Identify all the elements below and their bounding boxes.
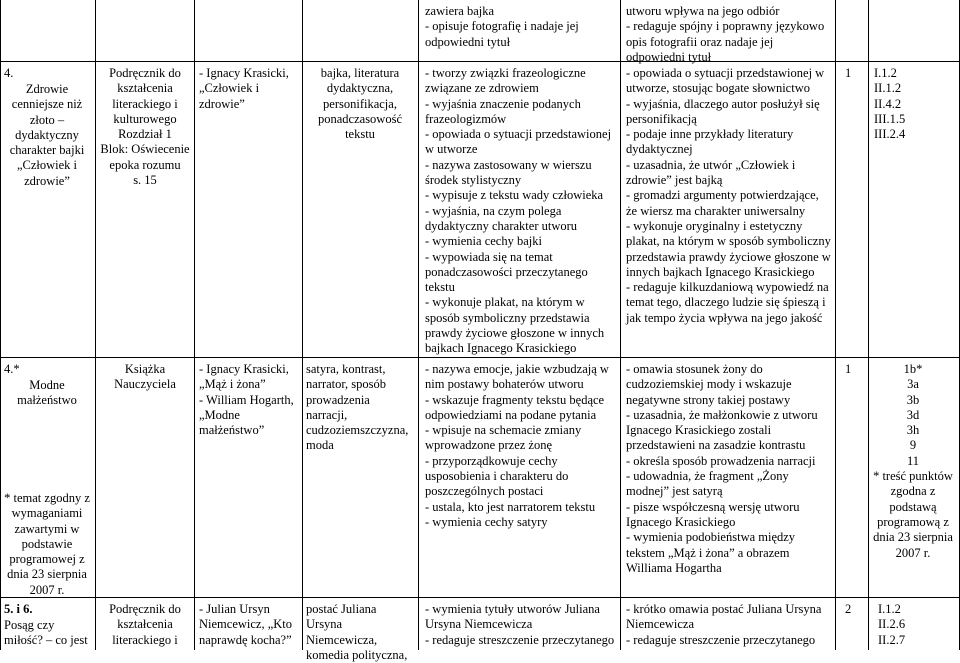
basic-requirements-cell: - wymienia tytuły utworów Juliana Ursyna Niemcewicza - redaguje streszczenie przeczytanego xyxy=(425,602,615,647)
advanced-requirements-cell: - omawia stosunek żony do cudzoziemskiej mody i wskazuje negatywne strony takiej postawy - uzasadnia, że małżonkowie z utworu Ignacego Krasickiego zostali przedstawieni na zasadzie kontrastu - określa sposób prowadzenia narracji - udowadnia, że fragment „Żony modnej” jest satyrą - pisze współczesną wersję utworu Ignacego Krasickiego - wymienia podobieństwa między tekstem „Mąż i żona” a obrazem Williama Hogartha xyxy=(626,362,818,575)
lesson-number: 5. i 6. xyxy=(4,602,33,616)
advanced-requirements-cell: - krótko omawia postać Juliana Ursyna Niemcewicza - redaguje streszczenie przeczytanego xyxy=(626,602,822,647)
source-cell: Podręcznik do kształcenia literackiego i kulturowego Rozdział 1 Blok: Oświecenie epoka rozumu s. 15 xyxy=(100,66,190,188)
source-cell: Książka Nauczyciela xyxy=(114,362,176,392)
column-border xyxy=(194,0,195,650)
lesson-title: Zdrowie cenniejsze niż złoto – dydaktyczny charakter bajki „Człowiek i zdrowie” xyxy=(9,82,85,188)
hours-cell: 2 xyxy=(845,602,852,616)
curriculum-codes-cell: 1b* 3a 3b 3d 3h 9 11 * treść punktów zgodna z podstawą programową z dnia 23 sierpnia 2007 r. xyxy=(873,362,953,560)
curriculum-codes-cell: I.1.2 II.1.2 II.4.2 III.1.5 III.2.4 xyxy=(874,66,906,142)
basic-requirements-cell: - tworzy związki frazeologiczne związane ze zdrowiem - wyjaśnia znaczenie podanych frazeologizmów - opowiada o sytuacji przedstawionej w utworze - nazywa zastosowany w wierszu środek stylistyczny - wypisuje z tekstu wady człowieka - wyjaśnia, na czym polega dydaktyczny charakter utworu - wymienia cechy bajki - wypowiada się na temat ponadczasowości przeczytanego tekstu - wykonuje plakat, na którym w sposób symboliczny przedstawia prawdy życiowe głoszone w innych bajkach Ignacego Krasickiego xyxy=(425,66,612,356)
concepts-cell: bajka, literatura dydaktyczna, personifikacja, ponadczasowość tekstu xyxy=(318,66,402,142)
lesson-number: 4. xyxy=(4,66,14,80)
column-border xyxy=(0,0,1,650)
row-border xyxy=(0,597,960,598)
lesson-title: Modne małżeństwo xyxy=(17,378,77,408)
top-row-methods-cell: zawiera bajka - opisuje fotografię i nadaje jej odpowiedni tytuł xyxy=(425,4,579,49)
basic-requirements-cell: - nazywa emocje, jakie wzbudzają w nim postawy bohaterów utworu - wskazuje fragmenty tekstu będące odpowiedziami na podane pytania - wpisuje na schemacie zmiany wprowadzone przez żonę - przyporządkowuje cechy usposobienia i charakteru do poszczególnych postaci - ustala, kto jest narratorem tekstu - wymienia cechy satyry xyxy=(425,362,609,529)
lesson-note: * temat zgodny z wymaganiami zawartymi w podstawie programowej z dnia 23 sierpnia 2007 r. xyxy=(4,491,90,597)
hours-cell: 1 xyxy=(845,66,852,80)
hours-cell: 1 xyxy=(845,362,852,376)
row-border xyxy=(0,357,960,358)
top-row-advanced-cell: utworu wpływa na jego odbiór - redaguje spójny i poprawny językowo opis fotografii oraz nadaje jej odpowiedni tytuł xyxy=(626,4,825,64)
source-cell: Podręcznik do kształcenia literackiego i xyxy=(109,602,181,647)
column-border xyxy=(835,0,836,650)
column-border xyxy=(418,0,419,650)
column-border xyxy=(620,0,621,650)
texts-cell: - Ignacy Krasicki, „Człowiek i zdrowie” xyxy=(199,66,289,111)
curriculum-codes-cell: I.1.2 II.2.6 II.2.7 xyxy=(878,602,906,647)
column-border xyxy=(95,0,96,650)
texts-cell: - Julian Ursyn Niemcewicz, „Kto naprawdę kocha?” xyxy=(199,602,293,647)
concepts-cell: postać Juliana Ursyna Niemcewicza, komedia polityczna, xyxy=(306,602,408,662)
column-border xyxy=(302,0,303,650)
concepts-cell: satyra, kontrast, narrator, sposób prowadzenia narracji, cudzoziemszczyzna, moda xyxy=(306,362,409,453)
lesson-number: 4.* xyxy=(4,362,20,376)
texts-cell: - Ignacy Krasicki, „Mąż i żona” - William Hogarth, „Modne małżeństwo” xyxy=(199,362,294,438)
column-border xyxy=(868,0,869,650)
lesson-title: Posąg czy miłość? – co jest xyxy=(4,618,88,648)
advanced-requirements-cell: - opowiada o sytuacji przedstawionej w utworze, stosując bogate słownictwo - wyjaśnia, dlaczego autor posłużył się personifikacją - podaje inne przykłady literatury dydaktycznej - uzasadnia, że utwór „Człowiek i zdrowie” jest bajką - gromadzi argumenty potwierdzające, że wiersz ma charakter uniwersalny - wykonuje oryginalny i estetyczny plakat, na którym w sposób symboliczny przedstawia prawdy życiowe głoszone w innych bajkach Ignacego Krasickiego - redaguje kilkuzdaniową wypowiedź na temat tego, dlaczego ludzie się śpieszą i jak tempo życia wpływa na jego jakość xyxy=(626,66,831,325)
